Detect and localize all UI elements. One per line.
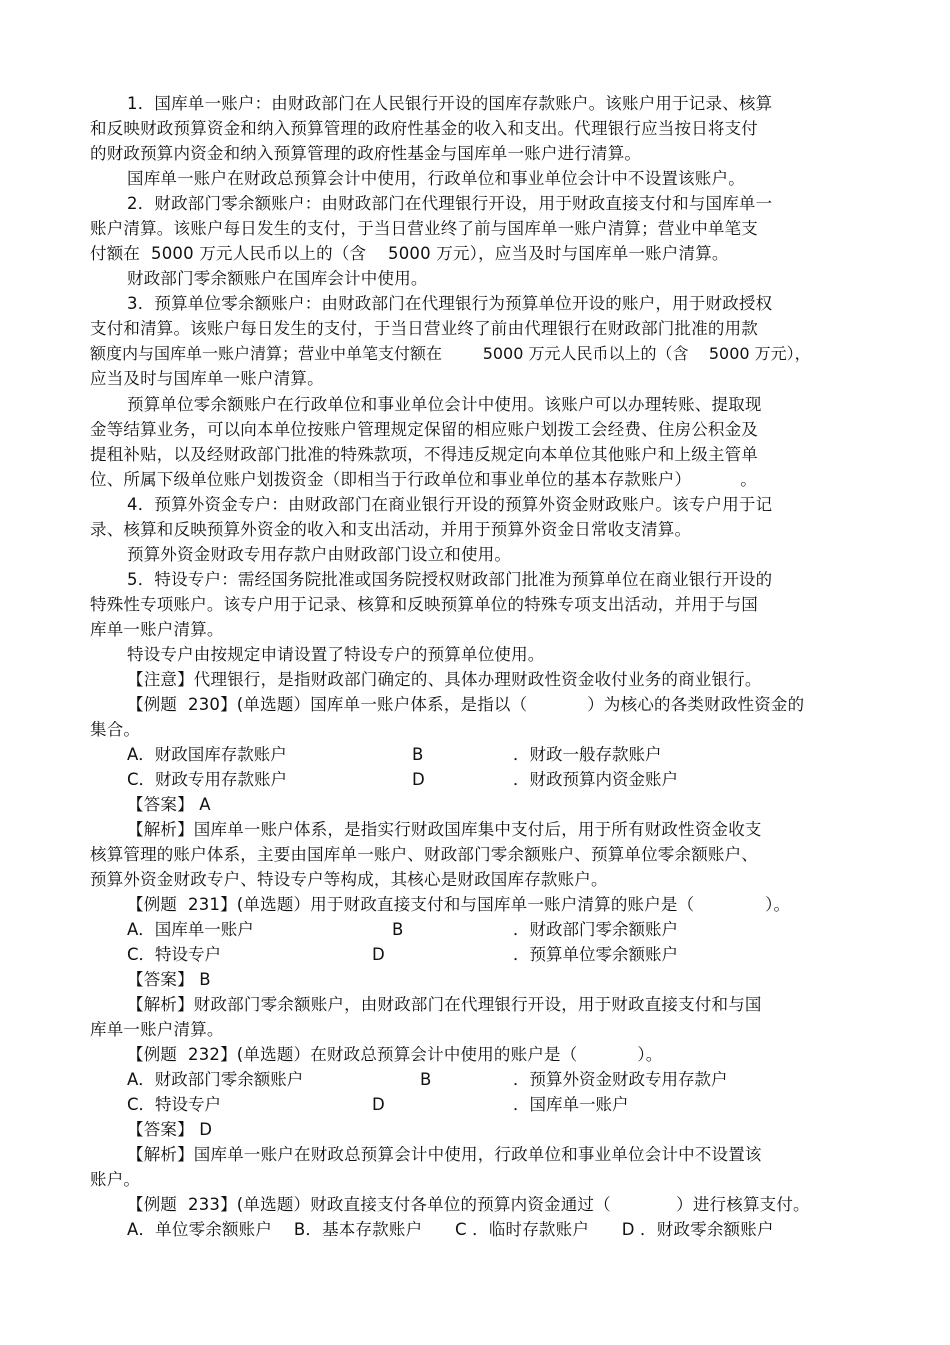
- text-line: 账户清算。该账户每日发生的支付，于当日营业终了前与国库单一账户清算；营业中单笔支: [90, 219, 758, 238]
- option-b-letter: B: [412, 745, 424, 764]
- answer-line: 【答案】 A: [127, 795, 211, 814]
- option-d: ．财政预算内资金账户: [513, 770, 678, 789]
- text-line: 提租补贴，以及经财政部门批准的特殊款项，不得违反规定向本单位其他账户和上级主管单: [90, 445, 758, 464]
- option-d: ．预算单位零余额账户: [513, 945, 678, 964]
- text-line: 的财政预算内资金和纳入预算管理的政府性基金与国库单一账户进行清算。: [90, 144, 642, 163]
- text-line: 【例题 231】(单选题）用于财政直接支付和与国库单一账户清算的账户是（ ）。: [127, 895, 791, 914]
- text-line: 【例题 232】(单选题）在财政总预算会计中使用的账户是（ ）。: [127, 1045, 663, 1064]
- text-line: 预算单位零余额账户在行政单位和事业单位会计中使用。该账户可以办理转账、提取现: [127, 395, 762, 414]
- text-line: 应当及时与国库单一账户清算。: [90, 369, 324, 388]
- text-line: 金等结算业务，可以向本单位按账户管理规定保留的相应账户划拨工会经费、住房公积金及: [90, 420, 758, 439]
- option-d-letter: D: [412, 770, 425, 789]
- text-line: 2．财政部门零余额账户：由财政部门在代理银行开设，用于财政直接支付和与国库单一: [127, 194, 773, 213]
- option-row: A．单位零余额账户 B．基本存款账户 C ．临时存款账户 D ．财政零余额账户: [127, 1220, 774, 1239]
- answer-line: 【答案】 D: [127, 1120, 213, 1139]
- text-line: 录、核算和反映预算外资金的收入和支出活动，并用于预算外资金日常收支清算。: [90, 520, 692, 539]
- text-line: 4．预算外资金专户：由财政部门在商业银行开设的预算外资金财政账户。该专户用于记: [127, 495, 773, 514]
- text-line: 预算外资金财政专用存款户由财政部门设立和使用。: [127, 545, 512, 564]
- option-d-letter: D: [372, 945, 385, 964]
- option-c: C．特设专户: [127, 1095, 222, 1114]
- text-line: 位、所属下级单位账户划拨资金（即相当于行政单位和事业单位的基本存款账户） 。: [90, 470, 757, 489]
- option-c: C．特设专户: [127, 945, 222, 964]
- option-b-letter: B: [420, 1070, 432, 1089]
- option-b-letter: B: [392, 920, 404, 939]
- text-line: 特设专户由按规定申请设置了特设专户的预算单位使用。: [127, 645, 545, 664]
- option-a: A．财政部门零余额账户: [127, 1070, 304, 1089]
- option-b: ．预算外资金财政专用存款户: [513, 1070, 728, 1089]
- text-line: 财政部门零余额账户在国库会计中使用。: [127, 269, 428, 288]
- text-line: 和反映财政预算资金和纳入预算管理的政府性基金的收入和支出。代理银行应当按日将支付: [90, 119, 758, 138]
- text-line: 账户。: [90, 1170, 141, 1189]
- text-line: 预算外资金财政专户、特设专户等构成，其核心是财政国库存款账户。: [90, 870, 608, 889]
- text-line: 1．国库单一账户：由财政部门在人民银行开设的国库存款账户。该账户用于记录、核算: [127, 94, 773, 113]
- text-line: 【注意】代理银行，是指财政部门确定的、具体办理财政性资金收付业务的商业银行。: [127, 670, 762, 689]
- option-a: A．国库单一账户: [127, 920, 254, 939]
- text-line: 【例题 230】(单选题）国库单一账户体系，是指以（ ）为核心的各类财政性资金的: [127, 695, 805, 714]
- text-line: 额度内与国库单一账户清算；营业中单笔支付额在 5000 万元人民币以上的（含 5000 万元），: [90, 344, 811, 363]
- text-line: 集合。: [90, 720, 141, 739]
- text-line: 支付和清算。该账户每日发生的支付，于当日营业终了前由代理银行在财政部门批准的用款: [90, 319, 758, 338]
- text-line: 核算管理的账户体系，主要由国库单一账户、财政部门零余额账户、预算单位零余额账户、: [90, 845, 758, 864]
- option-d: ．国库单一账户: [513, 1095, 629, 1114]
- text-line: 【解析】国库单一账户在财政总预算会计中使用，行政单位和事业单位会计中不设置该: [127, 1145, 762, 1164]
- text-line: 3．预算单位零余额账户：由财政部门在代理银行为预算单位开设的账户，用于财政授权: [127, 294, 773, 313]
- option-a: A．财政国库存款账户: [127, 745, 287, 764]
- text-line: 【解析】财政部门零余额账户，由财政部门在代理银行开设，用于财政直接支付和与国: [127, 995, 762, 1014]
- text-line: 国库单一账户在财政总预算会计中使用，行政单位和事业单位会计中不设置该账户。: [127, 169, 745, 188]
- text-line: 付额在 5000 万元人民币以上的（含 5000 万元），应当及时与国库单一账户清算。: [90, 244, 729, 263]
- text-line: 库单一账户清算。: [90, 620, 224, 639]
- option-b: ．财政部门零余额账户: [513, 920, 678, 939]
- text-line: 库单一账户清算。: [90, 1020, 224, 1039]
- option-b: ．财政一般存款账户: [513, 745, 662, 764]
- answer-line: 【答案】 B: [127, 970, 211, 989]
- text-line: 5．特设专户：需经国务院批准或国务院授权财政部门批准为预算单位在商业银行开设的: [127, 570, 773, 589]
- option-c: C．财政专用存款账户: [127, 770, 288, 789]
- option-d-letter: D: [372, 1095, 385, 1114]
- text-line: 【例题 233】(单选题）财政直接支付各单位的预算内资金通过（ ）进行核算支付。: [127, 1195, 810, 1214]
- text-line: 特殊性专项账户。该专户用于记录、核算和反映预算单位的特殊专项支出活动，并用于与国: [90, 595, 758, 614]
- text-line: 【解析】国库单一账户体系，是指实行财政国库集中支付后，用于所有财政性资金收支: [127, 820, 762, 839]
